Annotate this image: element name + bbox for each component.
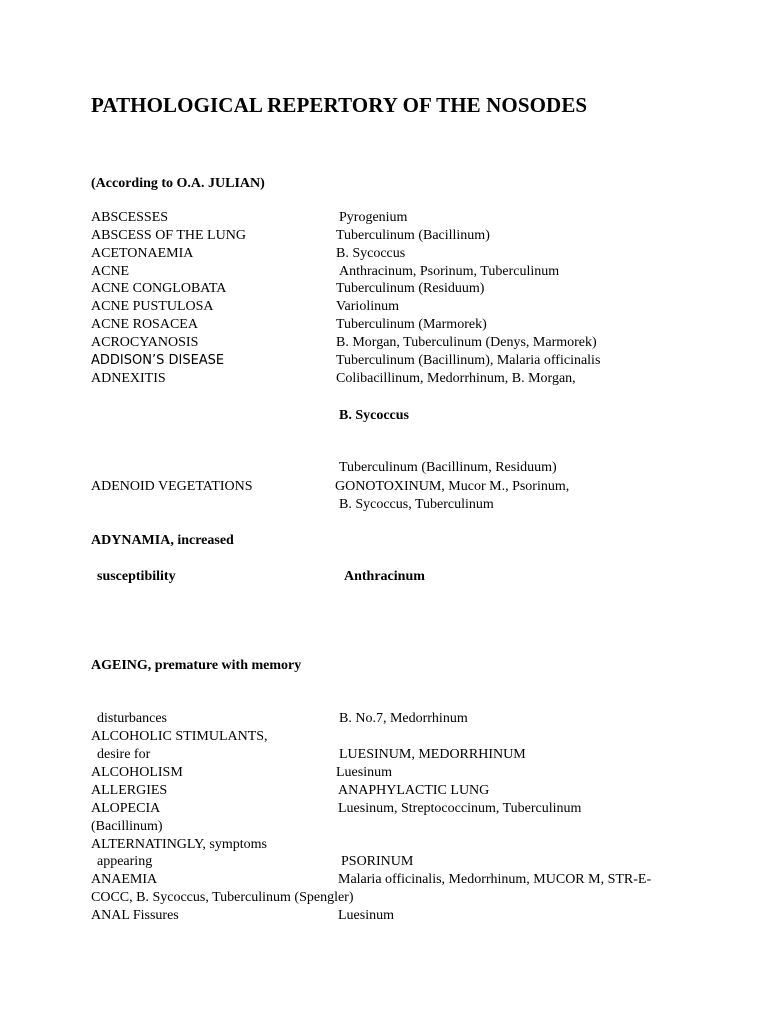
entry-remedy: Luesinum, Streptococcinum, Tuberculinum [338,801,582,816]
entry-remedy: Colibacillinum, Medorrhinum, B. Morgan, [336,371,576,386]
entry-remedy-continuation: COCC, B. Sycoccus, Tuberculinum (Spengler) [91,890,354,905]
entry-subterm: appearing [97,854,153,869]
entry-remedy: Tuberculinum (Residuum) [336,281,485,296]
entry-remedy: Tuberculinum (Bacillinum, Residuum) [339,460,557,475]
entry-term: ACNE ROSACEA [91,317,198,332]
entry-subterm: desire for [97,747,151,762]
entry-term: ACETONAEMIA [91,246,194,261]
entry-remedy: LUESINUM, MEDORRHINUM [339,747,526,762]
entry-term: ALOPECIA [91,801,161,816]
entry-term: ALCOHOLIC STIMULANTS, [91,729,268,744]
entry-term: ADENOID VEGETATIONS [91,479,253,494]
entry-remedy: Tuberculinum (Bacillinum), Malaria officinalis [336,353,601,368]
entry-remedy: GONOTOXINUM, Mucor M., Psorinum, [335,479,570,494]
entry-remedy: Variolinum [336,299,399,314]
entry-remedy: PSORINUM [341,854,414,869]
entry-term: ALLERGIES [91,783,168,798]
entry-remedy: Luesinum [336,765,392,780]
page-title: PATHOLOGICAL REPERTORY OF THE NOSODES [91,93,588,117]
entry-remedy: B. Sycoccus [336,246,406,261]
entry-remedy: B. No.7, Medorrhinum [339,711,468,726]
entry-term: ACNE CONGLOBATA [91,281,227,296]
entry-remedy-continuation: B. Sycoccus, Tuberculinum [339,497,494,512]
entry-term: AGEING, premature with memory [91,658,302,673]
entry-subterm: disturbances [97,711,167,726]
entry-term: ACNE PUSTULOSA [91,299,214,314]
entry-term: ABSCESSES [91,210,169,225]
entry-term: ABSCESS OF THE LUNG [91,228,246,243]
entry-remedy: Pyrogenium [339,210,408,225]
subtitle: (According to O.A. JULIAN) [91,176,265,191]
entry-subterm: susceptibility [97,569,176,584]
entry-remedy: Malaria officinalis, Medorrhinum, MUCOR M, STR-E- [338,872,652,887]
entry-remedy: Luesinum [338,908,394,923]
entry-term: ANAEMIA [91,872,158,887]
entry-term: ALTERNATINGLY, symptoms [91,837,267,852]
entry-remedy: Tuberculinum (Bacillinum) [336,228,490,243]
entry-remedy: B. Morgan, Tuberculinum (Denys, Marmorek) [336,335,597,350]
entry-remedy-continuation: B. Sycoccus [339,408,409,423]
entry-term: ANAL Fissures [91,908,179,923]
entry-term: ACNE [91,264,130,279]
entry-term: ADDISON’S DISEASE [91,353,225,368]
entry-term: ALCOHOLISM [91,765,183,780]
entry-remedy: Tuberculinum (Marmorek) [336,317,487,332]
entry-remedy: Anthracinum, Psorinum, Tuberculinum [339,264,560,279]
entry-term: ACROCYANOSIS [91,335,199,350]
entry-term: ADNEXITIS [91,371,166,386]
entry-term: ADYNAMIA, increased [91,533,234,548]
entry-remedy: Anthracinum [344,569,425,584]
entry-remedy: ANAPHYLACTIC LUNG [338,783,490,798]
entry-remedy-continuation: (Bacillinum) [91,819,163,834]
